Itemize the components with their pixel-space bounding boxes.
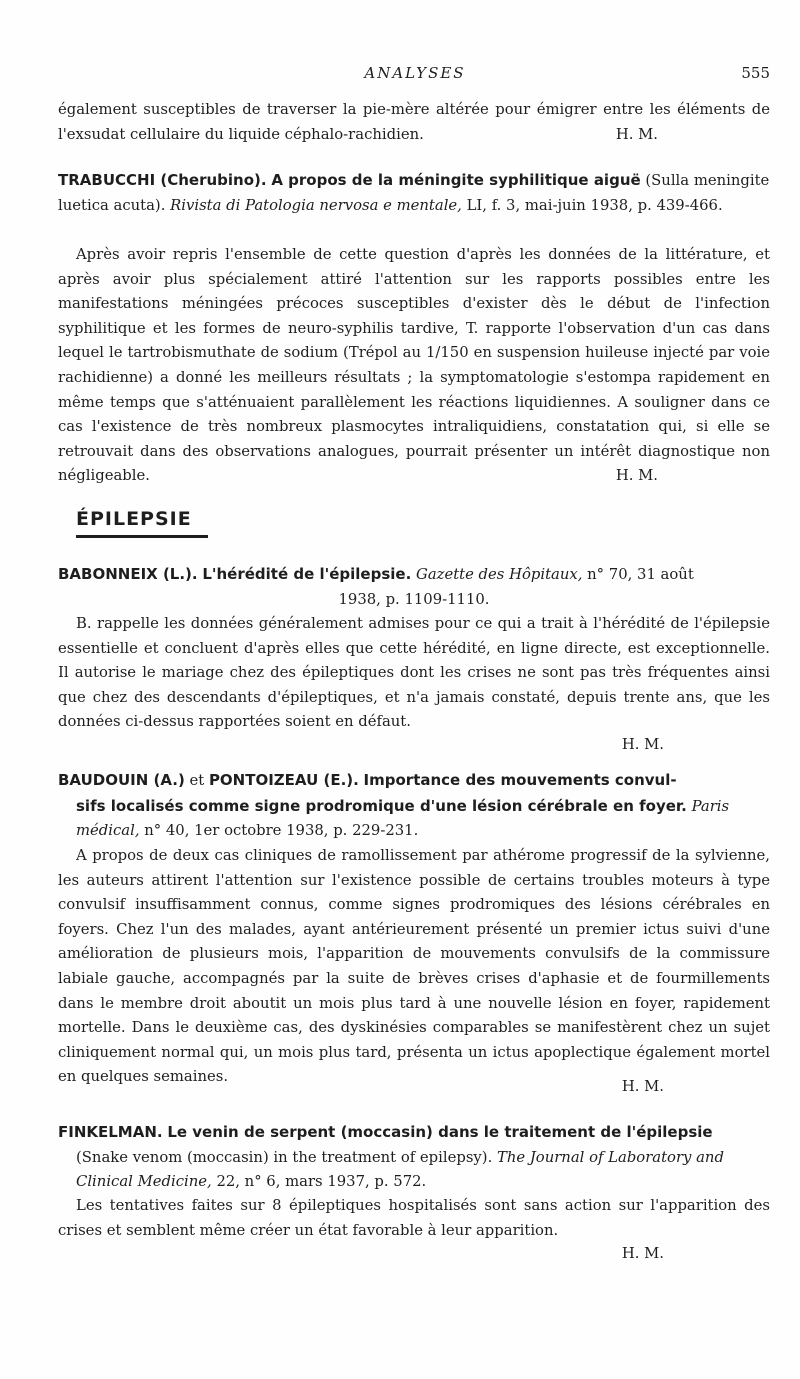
reference: n° 40, 1er octobre 1938, p. 229-231. — [144, 822, 419, 840]
abstract-baudouin: A propos de deux cas cliniques de ramollissement par athérome progressif de la sylvienne, les auteurs attirent l'attention sur l'existence possible de certains troubles moteurs à type convulsif insuffisamment connus, comme signes prodromiques des lésions cérébrales en foyers. Chez l'un des malades, ayant antérieurement présenté un premier ictus suivi d'une amélioration de plusieurs mois, l'apparition de mouvements convulsifs de la commissure labiale gauche, accompagnés par la suite de brèves crises d'aphasie et de fourmillements dans le membre droit aboutit un mois plus tard à une nouvelle lésion en foyer, rapidement mortelle. Dans le deuxième cas, des dyskinésies comparables se manifestèrent chez un sujet cliniquement normal qui, un mois plus tard, présenta un ictus apoplectique également mortel en quelques semaines. — [58, 847, 770, 1086]
signature-line — [58, 1245, 770, 1262]
signature: H. M. — [621, 736, 664, 753]
entry-header-trabucchi — [58, 168, 770, 218]
abstract-babonneix: B. rappelle les données généralement admises pour ce qui a trait à l'hérédité de l'épilepsie essentielle et concluent d'après elles que cette hérédité, en ligne directe, est exceptionnelle. Il autorise le mariage chez des épileptiques dont les crises ne sont pas très fréquentes ainsi que chez des descendants d'épileptiques, et n'a jamais constaté, depuis trente ans, que les données ci-dessus rapportées soient en défaut. — [58, 615, 770, 731]
reference: 22, n° 6, mars 1937, p. 572. — [216, 1173, 427, 1191]
running-head-title: ANALYSES — [364, 64, 466, 82]
abstract-trabucchi: Après avoir repris l'ensemble de cette question d'après les données de la littérature, et après avoir plus spécialement attiré l'attention sur les rapports possibles entre les manifestations méningées précoces susceptibles d'exister dès le début de l'infection syphilitique et les formes de neuro-syphilis tardive, T. rapporte l'observation d'un cas dans lequel le tartrobismuthate de sodium (Trépol au 1/150 en suspension huileuse injecté par voie rachidienne) a donné les meilleurs résultats ; la symptomatologie s'estompa rapidement en même temps que s'atténuaient parallèlement les réactions liquidiennes. A souligner dans ce cas l'existence de très nombreux plasmocytes intraliquidiens, constatation qui, si elle se retrouvait dans des observations analogues, pourrait présenter un intérêt diagnostique non négligeable. H. M. — [58, 243, 770, 489]
signature: H. M. — [615, 467, 658, 485]
author: FINKELMAN. — [58, 1123, 163, 1141]
reference: LI, f. 3, mai-juin 1938, p. 439-466. — [466, 196, 723, 214]
original-title: (Snake venom (moccasin) in the treatment of epilepsy). — [76, 1148, 493, 1166]
signature-line — [58, 1078, 770, 1095]
signature: H. M. — [621, 1078, 664, 1095]
page-number: 555 — [741, 64, 770, 82]
entry-header-finkelman — [58, 1120, 770, 1195]
article-title: Le venin de serpent (moccasin) dans le traitement de l'épilepsie — [167, 1123, 713, 1141]
signature-line — [58, 736, 770, 753]
original-title: (Sulla meningite luetica acuta). — [58, 172, 770, 214]
reference: n° 70, 31 août — [587, 566, 694, 583]
journal-name: Gazette des Hôpitaux, — [416, 566, 583, 583]
running-head — [60, 64, 770, 88]
author: BABONNEIX (L.). — [58, 565, 198, 583]
entry-header-babonneix — [58, 562, 770, 612]
journal-name: The Journal of Laboratory and Clinical Medicine, — [76, 1148, 724, 1191]
article-title: L'hérédité de l'épilepsie. — [202, 565, 412, 583]
entry-header-baudouin: BAUDOUIN (A.) et PONTOIZEAU (E.). Importance des mouvements convul- sifs localisés comme signe prodromique d'une lésion cérébrale en foyer. Paris médical, n° 40, 1er octobre 1938, p. 229-231. — [58, 771, 730, 840]
author: BAUDOUIN (A.) — [58, 771, 185, 789]
journal-name: Rivista di Patologia nervosa e mentale, — [170, 196, 462, 214]
author: TRABUCCHI (Cherubino). — [58, 171, 267, 189]
article-title: A propos de la méningite syphilitique aiguë — [271, 171, 641, 189]
article-title-continued: sifs localisés comme signe prodromique d'une lésion cérébrale en foyer. — [76, 796, 687, 815]
signature: H. M. — [621, 1245, 664, 1262]
author: PONTOIZEAU (E.). — [208, 771, 359, 789]
reference-continued: 1938, p. 1109-1110. — [338, 590, 490, 608]
section-underline — [76, 535, 208, 538]
journal-name: Paris médical, — [76, 797, 730, 840]
signature: H. M. — [615, 125, 658, 143]
abstract-finkelman: Les tentatives faites sur 8 épileptiques hospitalisés sont sans action sur l'apparition des crises et semblent même créer un état favorable à leur apparition. — [58, 1197, 770, 1239]
continuation-paragraph: également susceptibles de traverser la pie-mère altérée pour émigrer entre les éléments de l'exsudat cellulaire du liquide céphalo-rachidien. H. M. — [58, 98, 770, 147]
section-title: ÉPILEPSIE — [76, 508, 192, 530]
article-title: Importance des mouvements convul- — [363, 771, 677, 789]
